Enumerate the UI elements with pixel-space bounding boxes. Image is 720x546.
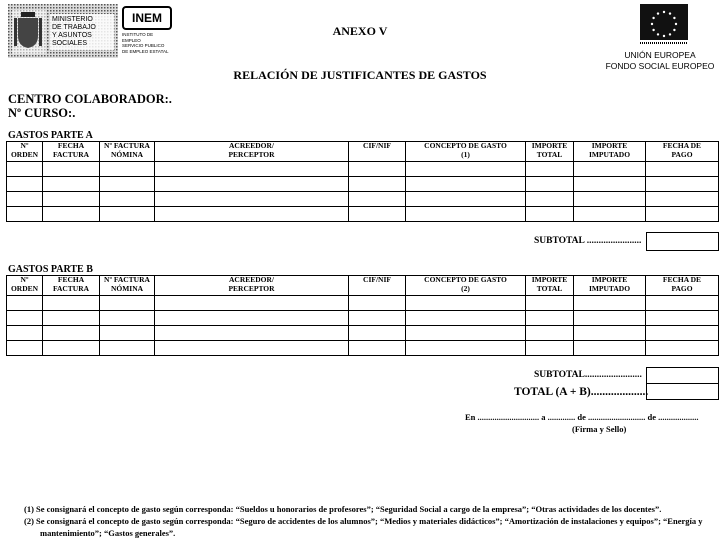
table-row[interactable]	[7, 311, 719, 326]
footnote-1: (1) Se consignará el concepto de gasto según corresponda: “Sueldos u honorarios de profesores”; “Seguridad Social a cargo de la empresa”; “Otras actividades de los docentes”.	[24, 504, 662, 514]
header-concepto: CONCEPTO DE GASTO (1)	[406, 142, 526, 162]
table-row[interactable]	[7, 207, 719, 222]
table-cell[interactable]	[100, 311, 155, 326]
inem-sub-line: DE EMPLEO ESTATAL	[122, 48, 169, 54]
table-cell[interactable]	[574, 311, 646, 326]
header-concepto: CONCEPTO DE GASTO (2)	[406, 276, 526, 296]
table-cell[interactable]	[100, 177, 155, 192]
table-cell[interactable]	[349, 341, 406, 356]
header-factura-nomina: Nº FACTURA NÓMINA	[100, 276, 155, 296]
anexo-title: ANEXO V	[332, 24, 388, 38]
total-box[interactable]	[646, 383, 719, 400]
header-orden: Nº ORDEN	[7, 142, 43, 162]
firma-sello-label: (Firma y Sello)	[572, 424, 627, 434]
header-importe-imputado: IMPORTE IMPUTADO	[574, 142, 646, 162]
ministerio-line: Y ASUNTOS SOCIALES	[52, 32, 92, 47]
table-cell[interactable]	[646, 162, 719, 177]
table-cell[interactable]	[574, 162, 646, 177]
table-cell[interactable]	[100, 296, 155, 311]
table-cell[interactable]	[155, 192, 349, 207]
table-cell[interactable]	[100, 341, 155, 356]
header-acreedor: ACREEDOR/ PERCEPTOR	[155, 276, 349, 296]
subtotal-b-box[interactable]	[646, 367, 719, 384]
ministerio-line: DE TRABAJO	[52, 24, 96, 31]
document-title: RELACIÓN DE JUSTIFICANTES DE GASTOS	[233, 68, 487, 82]
header-fecha-factura: FECHA FACTURA	[43, 142, 100, 162]
table-cell[interactable]	[155, 162, 349, 177]
table-cell[interactable]	[526, 326, 574, 341]
table-cell[interactable]	[349, 207, 406, 222]
header-fecha-pago: FECHA DE PAGO	[646, 276, 719, 296]
total-label: TOTAL (A + B)....................	[514, 386, 649, 398]
table-cell[interactable]	[7, 311, 43, 326]
table-cell[interactable]	[406, 192, 526, 207]
inem-sub-line: SERVICIO PUBLICO	[122, 43, 165, 48]
eu-line: FONDO SOCIAL EUROPEO	[605, 61, 715, 71]
header-fecha-pago: FECHA DE PAGO	[646, 142, 719, 162]
subtotal-a-label: SUBTOTAL .......................	[534, 236, 642, 246]
table-cell[interactable]	[646, 326, 719, 341]
table-cell[interactable]	[574, 207, 646, 222]
header-acreedor: ACREEDOR/ PERCEPTOR	[155, 142, 349, 162]
header-fecha-factura: FECHA FACTURA	[43, 276, 100, 296]
gastos-parte-b-label: GASTOS PARTE B	[8, 264, 93, 275]
table-cell[interactable]	[7, 177, 43, 192]
table-cell[interactable]	[349, 326, 406, 341]
table-cell[interactable]	[155, 311, 349, 326]
table-cell[interactable]	[526, 162, 574, 177]
eu-line: UNIÓN EUROPEA	[624, 50, 696, 60]
table-cell[interactable]	[574, 341, 646, 356]
place-date-line[interactable]: En ............................. a ............. de ........................... de ...................	[465, 412, 699, 422]
header-cif-nif: CIF/NIF	[349, 276, 406, 296]
table-cell[interactable]	[526, 341, 574, 356]
table-row[interactable]	[7, 326, 719, 341]
table-cell[interactable]	[349, 177, 406, 192]
ministerio-line: MINISTERIO	[52, 16, 93, 23]
table-cell[interactable]	[43, 207, 100, 222]
table-cell[interactable]	[7, 341, 43, 356]
table-cell[interactable]	[526, 207, 574, 222]
table-cell[interactable]	[526, 177, 574, 192]
table-cell[interactable]	[646, 207, 719, 222]
inem-sub-line: INSTITUTO DE EMPLEO	[122, 32, 154, 43]
inem-logo-text: INEM	[122, 6, 172, 30]
table-cell[interactable]	[574, 192, 646, 207]
table-cell[interactable]	[43, 296, 100, 311]
table-cell[interactable]	[406, 296, 526, 311]
footnote-2: (2) Se consignará el concepto de gasto según corresponda: “Seguro de accidentes de los alumnos”; “Medios y materiales didácticos”; “Amortización de instalaciones y equipos”; “Energía y mantenimiento”; “Gastos generales”.	[24, 516, 703, 538]
table-row[interactable]	[7, 162, 719, 177]
curso-field[interactable]: Nº CURSO:.	[8, 106, 76, 120]
table-cell[interactable]	[7, 207, 43, 222]
table-cell[interactable]	[646, 311, 719, 326]
table-cell[interactable]	[7, 326, 43, 341]
table-cell[interactable]	[574, 326, 646, 341]
table-row[interactable]	[7, 296, 719, 311]
table-cell[interactable]	[155, 296, 349, 311]
table-cell[interactable]	[646, 192, 719, 207]
subtotal-a-box[interactable]	[646, 232, 719, 251]
table-cell[interactable]	[526, 311, 574, 326]
table-cell[interactable]	[100, 192, 155, 207]
table-cell[interactable]	[406, 207, 526, 222]
table-cell[interactable]	[155, 326, 349, 341]
gastos-parte-a-table	[6, 141, 719, 222]
centro-colaborador-field[interactable]: CENTRO COLABORADOR:.	[8, 92, 172, 106]
table-cell[interactable]	[349, 311, 406, 326]
table-cell[interactable]	[7, 192, 43, 207]
header-orden: Nº ORDEN	[7, 276, 43, 296]
table-cell[interactable]	[574, 296, 646, 311]
header-importe-total: IMPORTE TOTAL	[526, 276, 574, 296]
table-cell[interactable]	[43, 326, 100, 341]
table-cell[interactable]	[406, 326, 526, 341]
table-cell[interactable]	[526, 192, 574, 207]
table-header-row	[7, 276, 719, 296]
table-cell[interactable]	[43, 162, 100, 177]
table-cell[interactable]	[349, 162, 406, 177]
table-cell[interactable]	[100, 326, 155, 341]
table-cell[interactable]	[43, 341, 100, 356]
table-cell[interactable]	[100, 207, 155, 222]
table-cell[interactable]	[406, 311, 526, 326]
table-cell[interactable]	[7, 296, 43, 311]
table-cell[interactable]	[7, 162, 43, 177]
table-cell[interactable]	[406, 177, 526, 192]
table-cell[interactable]	[406, 162, 526, 177]
eu-flag-icon	[640, 4, 688, 46]
table-cell[interactable]	[43, 177, 100, 192]
table-cell[interactable]	[155, 177, 349, 192]
table-cell[interactable]	[349, 296, 406, 311]
table-row[interactable]	[7, 177, 719, 192]
table-cell[interactable]	[646, 177, 719, 192]
table-cell[interactable]	[100, 162, 155, 177]
table-cell[interactable]	[574, 177, 646, 192]
header-importe-total: IMPORTE TOTAL	[526, 142, 574, 162]
table-cell[interactable]	[526, 296, 574, 311]
table-cell[interactable]	[349, 192, 406, 207]
table-cell[interactable]	[155, 207, 349, 222]
table-cell[interactable]	[406, 341, 526, 356]
table-cell[interactable]	[43, 192, 100, 207]
table-row[interactable]	[7, 341, 719, 356]
header-importe-imputado: IMPORTE IMPUTADO	[574, 276, 646, 296]
gastos-parte-a-label: GASTOS PARTE A	[8, 130, 93, 141]
header-cif-nif: CIF/NIF	[349, 142, 406, 162]
subtotal-b-label: SUBTOTAL........................	[534, 370, 642, 380]
table-cell[interactable]	[646, 296, 719, 311]
table-cell[interactable]	[155, 341, 349, 356]
footnotes	[24, 503, 714, 539]
table-header-row	[7, 142, 719, 162]
table-cell[interactable]	[646, 341, 719, 356]
table-cell[interactable]	[43, 311, 100, 326]
gastos-parte-b-table	[6, 275, 719, 356]
table-row[interactable]	[7, 192, 719, 207]
header-factura-nomina: Nº FACTURA NÓMINA	[100, 142, 155, 162]
